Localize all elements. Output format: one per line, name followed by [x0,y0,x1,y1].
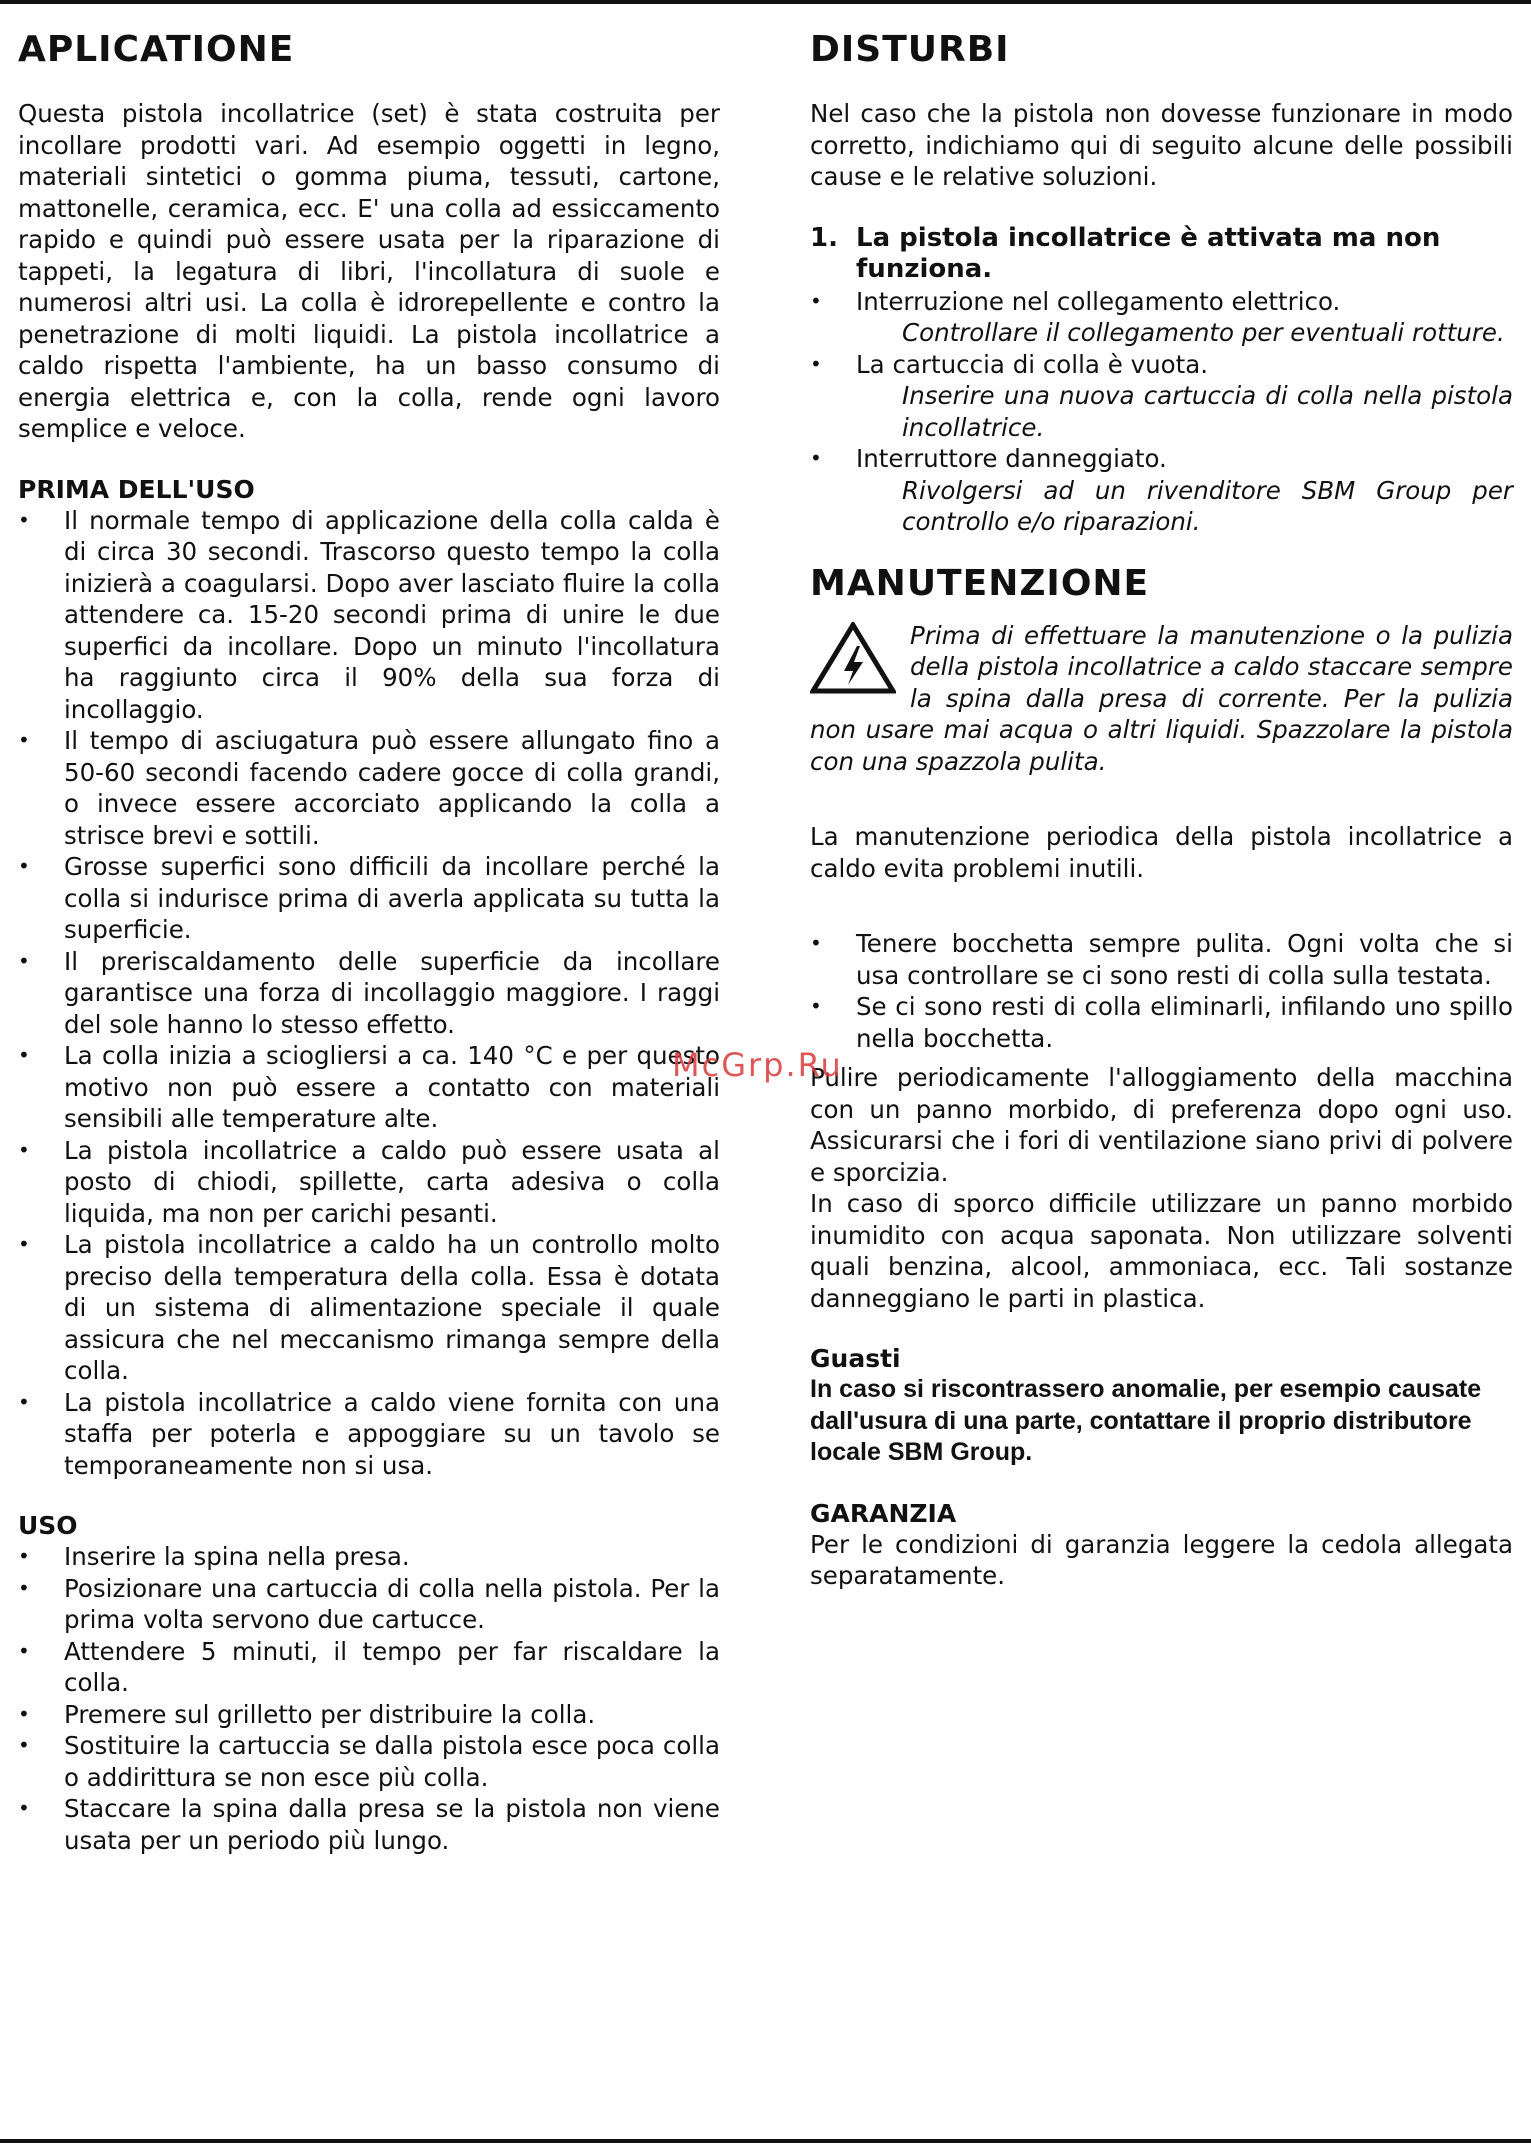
manutenzione-list [810,928,1513,1054]
top-rule [0,0,1531,4]
list-item: • Grosse superfici sono difficili da incollare perché la colla si indurisce prima di averla applicata su tutta la superficie. [18,851,720,946]
applicazione-heading: APLICATIONE [18,29,295,70]
list-item: • Sostituire la cartuccia se dalla pistola esce poca colla o addirittura se non esce più colla. [18,1730,720,1793]
causes-list [810,286,1513,538]
list-item: • Attendere 5 minuti, il tempo per far riscaldare la colla. [18,1636,720,1699]
guasti-heading: Guasti [810,1344,901,1373]
cause-text: Interruttore danneggiato. [856,444,1167,473]
manutenzione-heading: MANUTENZIONE [810,562,1150,604]
prima-list [18,505,720,1482]
fix-text: Rivolgersi ad un rivenditore SBM Group per controllo e/o riparazioni. [902,475,1513,536]
disturbi-heading: DISTURBI [810,29,1010,70]
list-item: • Posizionare una cartuccia di colla nella pistola. Per la prima volta servono due cartucce. [18,1573,720,1636]
list-item: • La pistola incollatrice a caldo può essere usata al posto di chiodi, spillette, carta adesiva o colla liquida, ma non per carichi pesanti. [18,1135,720,1230]
list-item: • Inserire la spina nella presa. [18,1541,720,1573]
manutenzione-paragraph: La manutenzione periodica della pistola incollatrice a caldo evita problemi inutili. [810,822,1513,883]
list-item [810,443,1513,538]
electric-hazard-icon [810,622,896,694]
list-item: • Tenere bocchetta sempre pulita. Ogni volta che si usa controllare se ci sono resti di colla sulla testata. [810,928,1513,991]
fix-text: Controllare il collegamento per eventuali rotture. [902,318,1505,347]
cause-text: Interruzione nel collegamento elettrico. [856,286,1341,316]
list-item: • La colla inizia a sciogliersi a ca. 140 °C e per questo motivo non può essere a contatto con materiali sensibili alle temperature alte. [18,1040,720,1135]
fix-text: Inserire una nuova cartuccia di colla nella pistola incollatrice. [902,381,1513,442]
warning-text: Prima di effettuare la manutenzione o la pulizia della pistola incollatrice a caldo staccare sempre la spina dalla presa di corrente. Per la pulizia non usare mai acqua o altri liquidi. Spazzolare la pistola con una spazzola pulita. [810,620,1513,776]
applicazione-paragraph: Questa pistola incollatrice (set) è stata costruita per incollare prodotti vari. Ad esempio oggetti in legno, materiali sintetici o gomma piuma, tessuti, cartone, mattonelle, ceramica, ecc. E' una colla ad essiccamento rapido e quindi può essere usata per la riparazione di tappeti, la legatura di libri, l'incollatura di suole e numerosi altri usi. La colla è idrorepellente e contro la penetrazione di molti liquidi. La pistola incollatrice a caldo rispetta l'ambiente, ha un basso consumo di energia elettrica e, con la colla, rende ogni lavoro semplice e veloce. [18,99,720,443]
prima-heading: PRIMA DELL'USO [18,474,255,504]
uso-list [18,1541,720,1856]
problem-number: 1. [810,222,838,253]
list-item [810,349,1513,444]
list-item: • Se ci sono resti di colla eliminarli, infilando uno spillo nella bocchetta. [810,991,1513,1054]
garanzia-heading: GARANZIA [810,1498,957,1528]
warning-block [810,620,1513,778]
list-item: • Il tempo di asciugatura può essere allungato fino a 50-60 secondi facendo cadere gocce di colla grandi, o invece essere accorciato applicando la colla a strisce brevi e sottili. [18,725,720,851]
list-item: • Il normale tempo di applicazione della colla calda è di circa 30 secondi. Trascorso questo tempo la colla inizierà a coagularsi. Dopo aver lasciato fluire la colla attendere ca. 15-20 secondi prima di unire le due superfici da incollare. Dopo un minuto l'incollatura ha raggiunto circa il 90% della sua forza di incollaggio. [18,505,720,726]
list-item: • Il preriscaldamento delle superficie da incollare garantisce una forza di incollaggio maggiore. I raggi del sole hanno lo stesso effetto. [18,946,720,1041]
bottom-rule [0,2139,1531,2143]
left-column [18,28,720,1856]
guasti-text: In caso si riscontrassero anomalie, per esempio causate dall'usura di una parte, contattare il proprio distributore locale SBM Group. [810,1375,1482,1466]
list-item: • Premere sul grilletto per distribuire la colla. [18,1699,720,1731]
list-item [810,286,1513,349]
list-item: • Staccare la spina dalla presa se la pistola non viene usata per un periodo più lungo. [18,1793,720,1856]
pulizia-paragraph: Pulire periodicamente l'alloggiamento della macchina con un panno morbido, di preferenza dopo ogni uso. Assicurarsi che i fori di ventilazione siano privi di polvere e sporcizia. [810,1063,1513,1187]
uso-heading: USO [18,1511,78,1540]
right-column [810,28,1513,1592]
cause-text: La cartuccia di colla è vuota. [856,349,1208,379]
watermark-text: McGrp.Ru [672,1046,843,1084]
garanzia-text: Per le condizioni di garanzia leggere la cedola allegata separatamente. [810,1529,1513,1590]
disturbi-paragraph: Nel caso che la pistola non dovesse funzionare in modo corretto, indichiamo qui di seguito alcune delle possibili cause e le relative soluzioni. [810,99,1513,191]
list-item: • La pistola incollatrice a caldo viene fornita con una staffa per poterla e appoggiare su un tavolo se temporaneamente non si usa. [18,1387,720,1482]
problem-heading [810,223,1513,286]
list-item: • La pistola incollatrice a caldo ha un controllo molto preciso della temperatura della colla. Essa è dotata di un sistema di alimentazione speciale il quale assicura che nel meccanismo rimanga sempre della colla. [18,1229,720,1387]
pulizia-paragraph-2: In caso di sporco difficile utilizzare un panno morbido inumidito con acqua saponata. Non utilizzare solventi quali benzina, alcool, ammoniaca, ecc. Tali sostanze danneggiano le parti in plastica. [810,1189,1513,1313]
problem-title: La pistola incollatrice è attivata ma non funziona. [856,222,1441,284]
